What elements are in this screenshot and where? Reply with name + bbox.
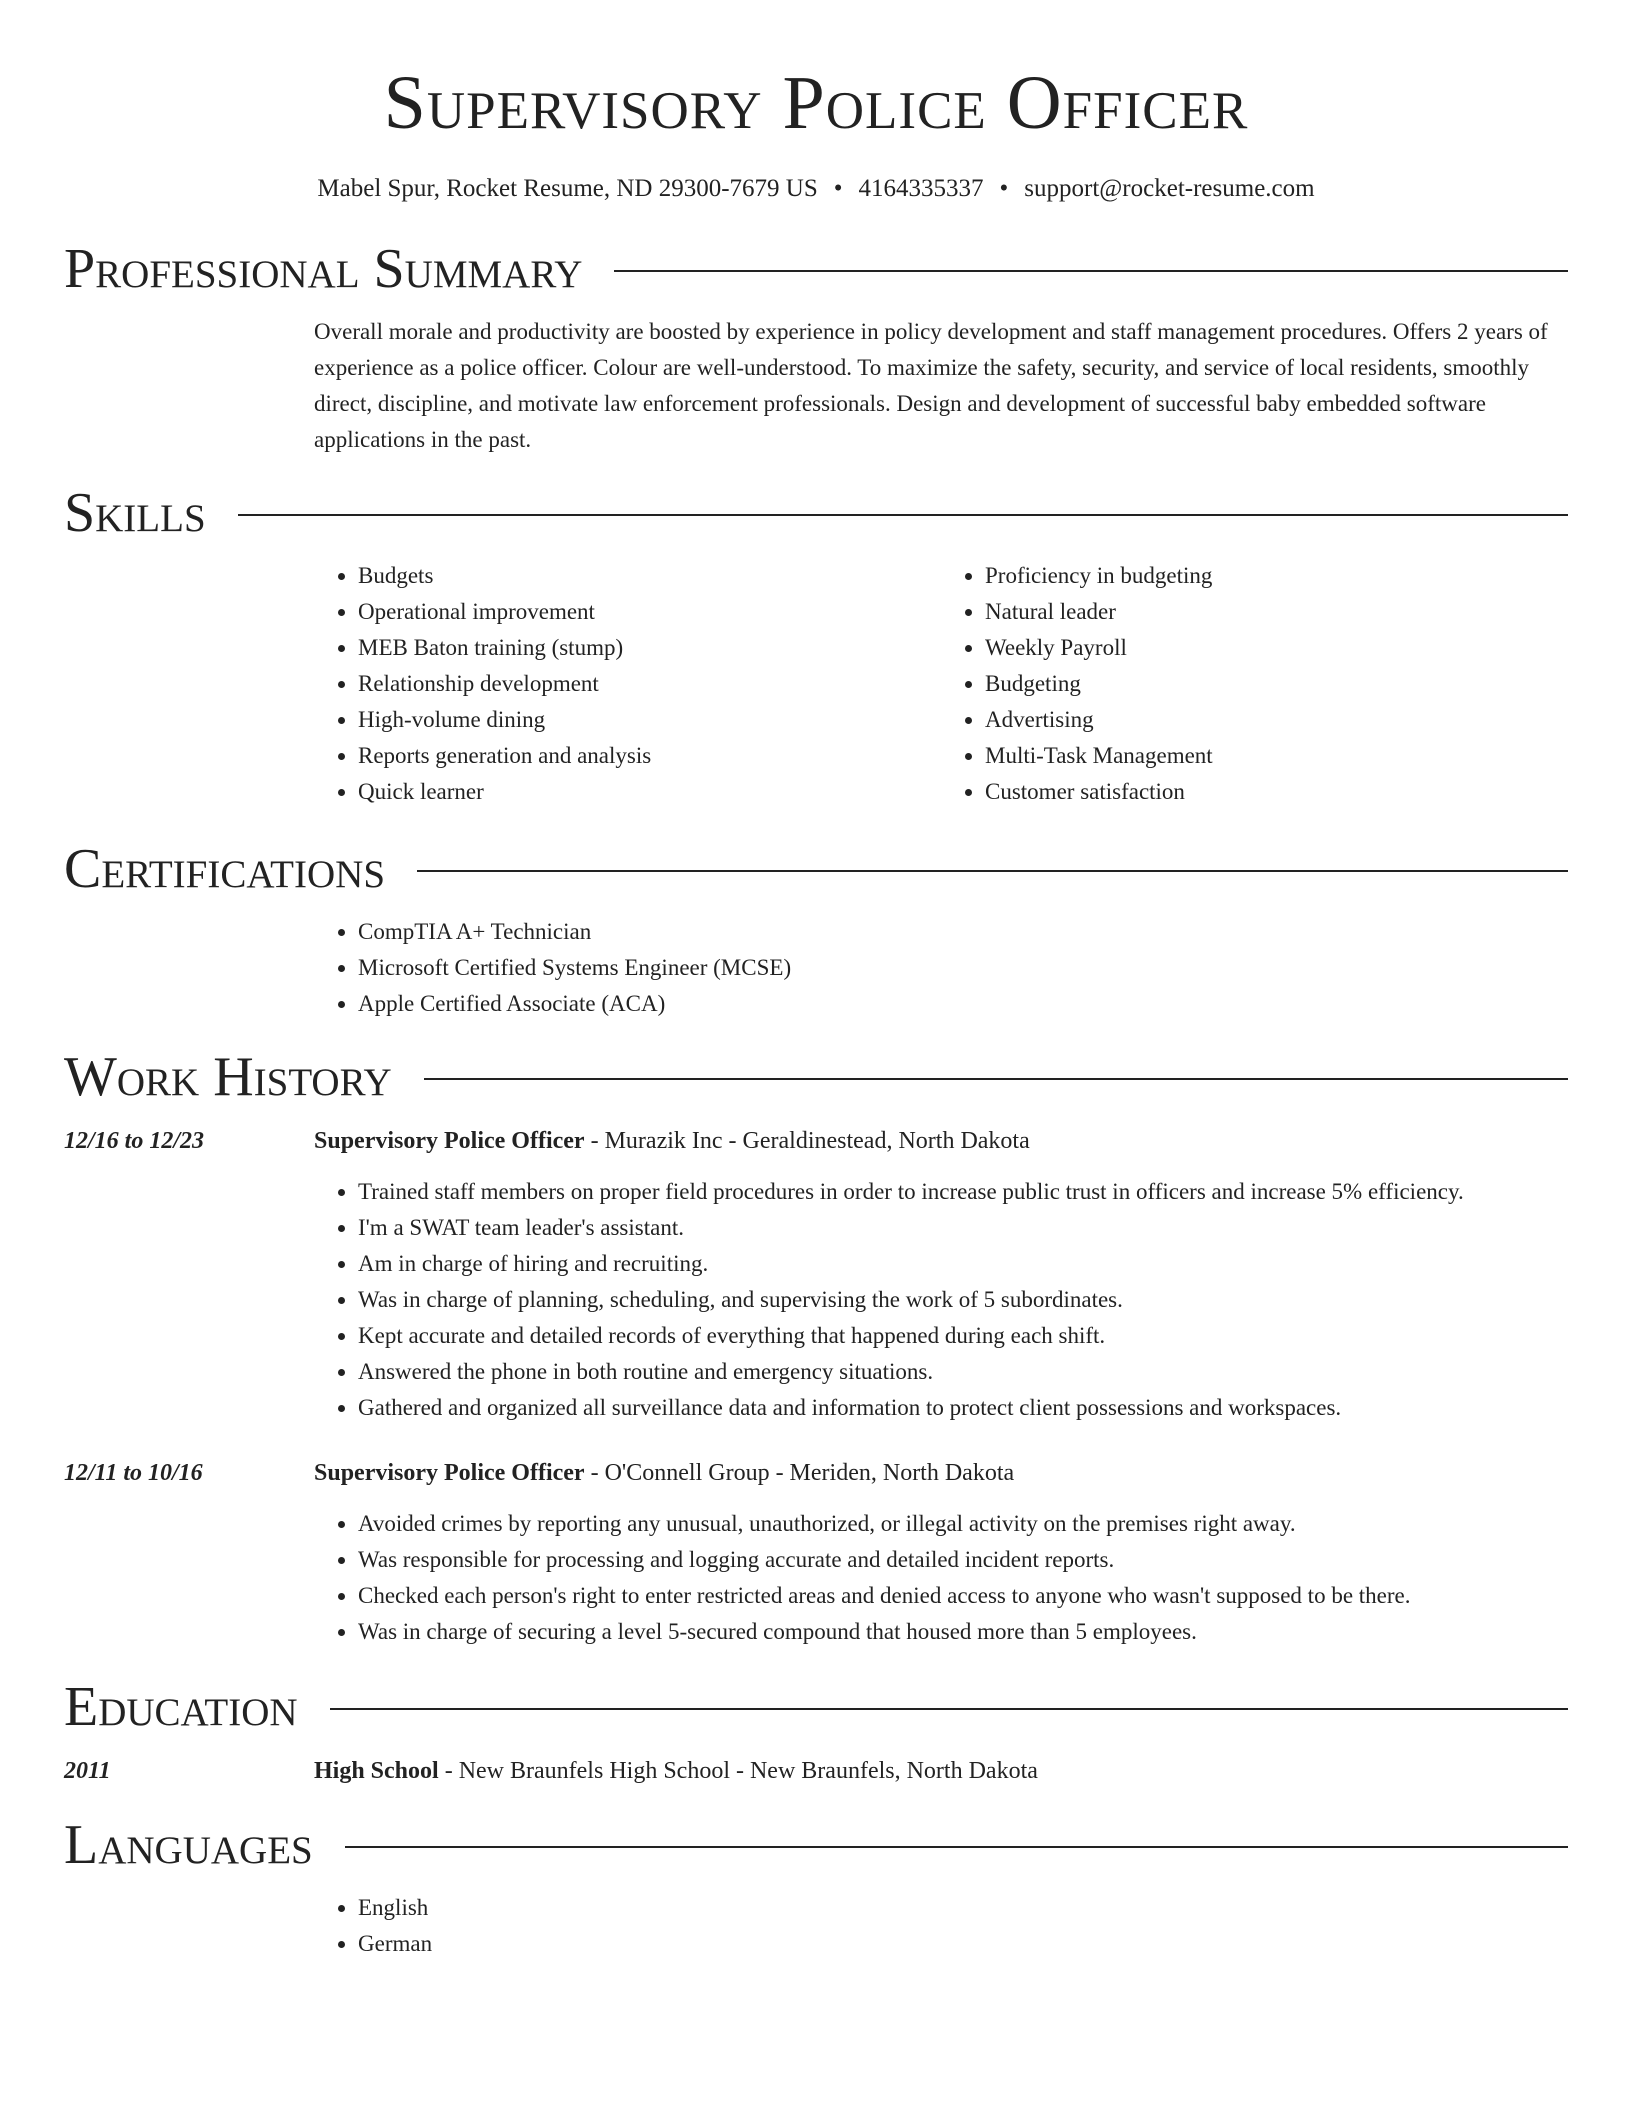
skill-item: • Weekly Payroll [985, 630, 1568, 666]
education-details: - New Braunfels High School - New Braunfels, North Dakota [438, 1758, 1038, 1784]
skills-list-left [314, 558, 941, 810]
language-item: • English [358, 1890, 1568, 1926]
job-dates: 12/11 to 10/16 [64, 1460, 203, 1486]
certifications-block [314, 914, 1568, 1022]
education-year: 2011 [64, 1758, 111, 1784]
job-bullet: • Gathered and organized all surveillance data and information to protect client possessions and workspaces. [358, 1390, 1568, 1426]
skill-item: • Multi-Task Management [985, 738, 1568, 774]
job-title: Supervisory Police Officer [314, 1460, 585, 1486]
skill-item: • Advertising [985, 702, 1568, 738]
education-heading: Education [64, 1676, 298, 1738]
contact-phone: 4164335337 [858, 175, 984, 202]
work-history-section-header [64, 1044, 1568, 1110]
certification-item: • CompTIA A+ Technician [358, 914, 1568, 950]
section-divider [330, 1708, 1568, 1710]
job-bullet: • Checked each person's right to enter restricted areas and denied access to anyone who wasn't supposed to be there. [358, 1578, 1568, 1614]
section-divider [417, 870, 1568, 872]
job-bullet: • Was in charge of securing a level 5-secured compound that housed more than 5 employees. [358, 1614, 1568, 1650]
section-divider [424, 1078, 1568, 1080]
summary-heading: Professional Summary [64, 238, 583, 300]
skills-section-header [64, 480, 1568, 546]
education-entry [64, 1754, 1568, 1788]
languages-heading: Languages [64, 1814, 313, 1876]
section-divider [614, 270, 1568, 272]
contact-address: Mabel Spur, Rocket Resume, ND 29300-7679 US [317, 175, 818, 202]
job-title: Supervisory Police Officer [314, 1128, 585, 1154]
skills-columns [314, 558, 1568, 810]
job-bullet: • Kept accurate and detailed records of everything that happened during each shift. [358, 1318, 1568, 1354]
languages-list [314, 1890, 1568, 1962]
section-divider [345, 1846, 1568, 1848]
skill-item: • Budgeting [985, 666, 1568, 702]
contact-line [64, 172, 1568, 206]
summary-text: Overall morale and productivity are boosted by experience in policy development and staff management procedures. Offers 2 years of experience as a police officer. Colour are well-understood. To maximize the safety, security, and service of local residents, smoothly direct, discipline, and motivate law enforcement professionals. Design and development of successful baby embedded software applications in the past. [314, 319, 1548, 452]
job-bullet: • Am in charge of hiring and recruiting. [358, 1246, 1568, 1282]
skill-item: • Quick learner [358, 774, 941, 810]
skill-item: • Proficiency in budgeting [985, 558, 1568, 594]
resume-page [64, 0, 1568, 1962]
languages-block [314, 1890, 1568, 1962]
education-section-header [64, 1674, 1568, 1740]
contact-separator: • [999, 175, 1009, 202]
job-bullets [314, 1174, 1568, 1426]
certification-item: • Apple Certified Associate (ACA) [358, 986, 1568, 1022]
skill-item: • Operational improvement [358, 594, 941, 630]
certifications-heading: Certifications [64, 838, 386, 900]
job-details: - O'Connell Group - Meriden, North Dakota [584, 1460, 1015, 1486]
certifications-section-header [64, 836, 1568, 902]
resume-name: Supervisory Police Officer [383, 61, 1249, 145]
skill-item: • Budgets [358, 558, 941, 594]
job-details: - Murazik Inc - Geraldinestead, North Dakota [584, 1128, 1030, 1154]
job-bullet-list [314, 1174, 1568, 1426]
job-bullet: • Answered the phone in both routine and emergency situations. [358, 1354, 1568, 1390]
job-title-line [314, 1124, 1030, 1158]
job-title-line [314, 1456, 1014, 1490]
language-item: • German [358, 1926, 1568, 1962]
skill-item: • Natural leader [985, 594, 1568, 630]
contact-separator: • [833, 175, 843, 202]
skill-item: • High-volume dining [358, 702, 941, 738]
job-bullet: • I'm a SWAT team leader's assistant. [358, 1210, 1568, 1246]
certification-item: • Microsoft Certified Systems Engineer (MCSE) [358, 950, 1568, 986]
section-divider [238, 514, 1568, 516]
skill-item: • MEB Baton training (stump) [358, 630, 941, 666]
job-entry-header [64, 1124, 1568, 1158]
work-history-heading: Work History [64, 1046, 392, 1108]
skill-item: • Reports generation and analysis [358, 738, 941, 774]
skill-item: • Relationship development [358, 666, 941, 702]
job-entry-header [64, 1456, 1568, 1490]
job-bullet: • Trained staff members on proper field procedures in order to increase public trust in officers and increase 5% efficiency. [358, 1174, 1568, 1210]
languages-section-header [64, 1812, 1568, 1878]
skills-list-right [941, 558, 1568, 810]
skills-heading: Skills [64, 482, 206, 544]
certifications-list [314, 914, 1568, 1022]
summary-section-header [64, 236, 1568, 302]
job-bullet: • Was in charge of planning, scheduling, and supervising the work of 5 subordinates. [358, 1282, 1568, 1318]
job-bullet-list [314, 1506, 1568, 1650]
education-line [314, 1754, 1038, 1788]
skill-item: • Customer satisfaction [985, 774, 1568, 810]
education-degree: High School [314, 1758, 439, 1784]
job-bullet: • Avoided crimes by reporting any unusual, unauthorized, or illegal activity on the premises right away. [358, 1506, 1568, 1542]
job-dates: 12/16 to 12/23 [64, 1128, 205, 1154]
job-bullets [314, 1506, 1568, 1650]
contact-email: support@rocket-resume.com [1024, 175, 1315, 202]
job-bullet: • Was responsible for processing and logging accurate and detailed incident reports. [358, 1542, 1568, 1578]
